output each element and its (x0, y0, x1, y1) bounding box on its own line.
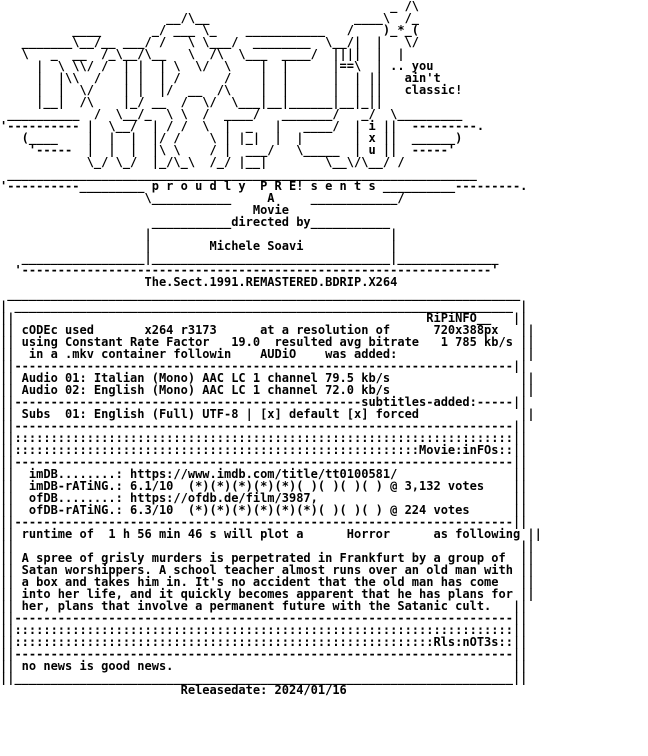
nfo-ascii-art: _ /\ __/\__ ____\ /_ ____ _/ ___ \_ ___________ / )_*_( _______\__/__ ___/ / \ \___/ ________ \__/| | \/ \ _ __ /_\__/\__ \ /\ \___ ____/ |||| | | | \ \\/ / | | | \ \/ \ | | |==\ | .. you | |\\ / | | | / / | | | | || ain't | | \/ | | |/ __ /\ | | | | || classic! |__| /\ |_/ __ / \/ \___|__|______|__|_|| __________ / \__/_ \ \ / ____/ _______/ _/ \_________ '---------- | \__/ | / / \ | _ | ____/ | i || ---------. (____ | | | |/ / \ | |_| | | | x || ______) '----- | | | |\ \ / | ___/ \_____ | u || -----' \_/ \_/ |_/\_\ /_/ |__| \__\/\__/ / _________________________________________________________________ '----------_________ p r o u d l y P R E! s e n t s __________---------. \___________ A ____________/ Movie ___________directed by___________ | | | Michele Soavi | _________________|_________________________________|______________ '-----------------------------------------------------------------' The.Sect.1991.REMASTERED.BDRIP.X264 _______________________________________________________________________ | _____________________________________________________________________ | || RiPiNFO__ || || cODEc used x264 r3173 at a resolution of 720x388px || || using Constant Rate Factor 19.0 resulted avg bitrate 1 785 kb/s || || in a .mkv container followin AUDiO was added: || ||---------------------------------------------------------------------|| || Audio 01: Italian (Mono) AAC LC 1 channel 79.5 kb/s || || Audio 02: English (Mono) AAC LC 1 channel 72.0 kb/s || ||------------------------------------------------subtitles-added:-----|| || Subs 01: English (Full) UTF-8 | [x] default [x] forced || ||---------------------------------------------------------------------|| ||:::::::::::::::::::::::::::::::::::::::::::::::::::::::::::::::::::::|| ||::::::::::::::::::::::::::::::::::::::::::::::::::::::::Movie:inFOs::|| ||---------------------------------------------------------------------|| || imDB........: https://www.imdb.com/title/tt0100581/ || || imDB-rATiNG.: 6.1/10 (*)(*)(*)(*)(*)( )( )( )( ) @ 3,132 votes || || ofDB........: https://ofdb.de/film/3987, || || ofDB-rATiNG.: 6.3/10 (*)(*)(*)(*)(*)(*)( )( )( ) @ 224 votes || ||---------------------------------------------------------------------|| || runtime of 1 h 56 min 46 s will plot a Horror as following || || || || A spree of grisly murders is perpetrated in Frankfurt by a group of || || Satan worshippers. A school teacher almost runs over an old man with || || a box and takes him in. It's no accident that the old man has come || || into her life, and it quickly becomes apparent that he has plans for || || her, plans that involve a permanent future with the Satanic cult. || ||---------------------------------------------------------------------|| ||:::::::::::::::::::::::::::::::::::::::::::::::::::::::::::::::::::::|| ||::::::::::::::::::::::::::::::::::::::::::::::::::::::::::Rls:nOT3s::|| ||---------------------------------------------------------------------|| || no news is good news. || ||_____________________________________________________________________|| Releasedate: 2024/01/16 (0, 0, 542, 697)
